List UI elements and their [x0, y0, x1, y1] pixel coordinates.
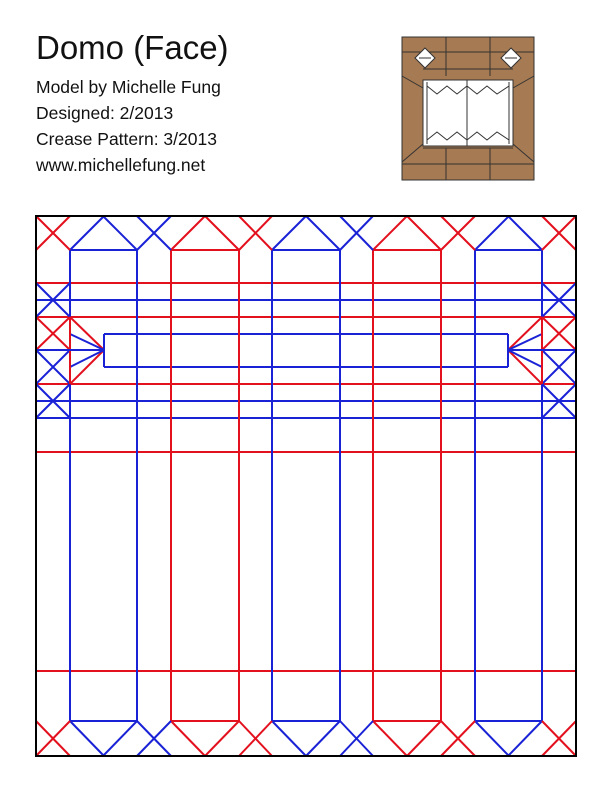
website-link[interactable]: www.michellefung.net	[36, 155, 206, 175]
diagonal-crease	[508, 721, 542, 756]
diagonal-crease	[103, 216, 137, 250]
diagonal-crease	[407, 721, 441, 756]
diagonal-crease	[205, 721, 239, 756]
diagonal-crease	[70, 216, 104, 250]
designed-date: Designed: 2/2013	[36, 103, 174, 123]
paper-border	[36, 216, 576, 756]
diagonal-crease	[70, 350, 104, 367]
diagonal-crease	[205, 216, 239, 250]
diagonal-crease	[171, 216, 205, 250]
diagonal-crease	[373, 216, 407, 250]
diagonal-crease	[508, 216, 542, 250]
diagonal-crease	[103, 721, 137, 756]
diagonal-crease	[475, 721, 509, 756]
diagonal-crease	[272, 216, 306, 250]
diagonal-crease	[272, 721, 306, 756]
diagonal-crease	[373, 721, 407, 756]
diagonal-crease	[171, 721, 205, 756]
diagonal-crease	[70, 317, 104, 350]
diagonal-crease	[475, 216, 509, 250]
diagonal-crease	[70, 334, 104, 350]
designer-line: Model by Michelle Fung	[36, 77, 221, 97]
diagonal-crease	[508, 350, 542, 367]
diagonal-crease	[508, 334, 542, 350]
diagonal-crease	[70, 721, 104, 756]
model-title: Domo (Face)	[36, 29, 229, 66]
crease-pattern-date: Crease Pattern: 3/2013	[36, 129, 217, 149]
diagonal-crease	[306, 216, 340, 250]
diagonal-crease	[306, 721, 340, 756]
diagonal-crease	[508, 317, 542, 350]
diagonal-crease	[508, 350, 542, 384]
diagonal-crease	[70, 350, 104, 384]
diagonal-crease	[407, 216, 441, 250]
